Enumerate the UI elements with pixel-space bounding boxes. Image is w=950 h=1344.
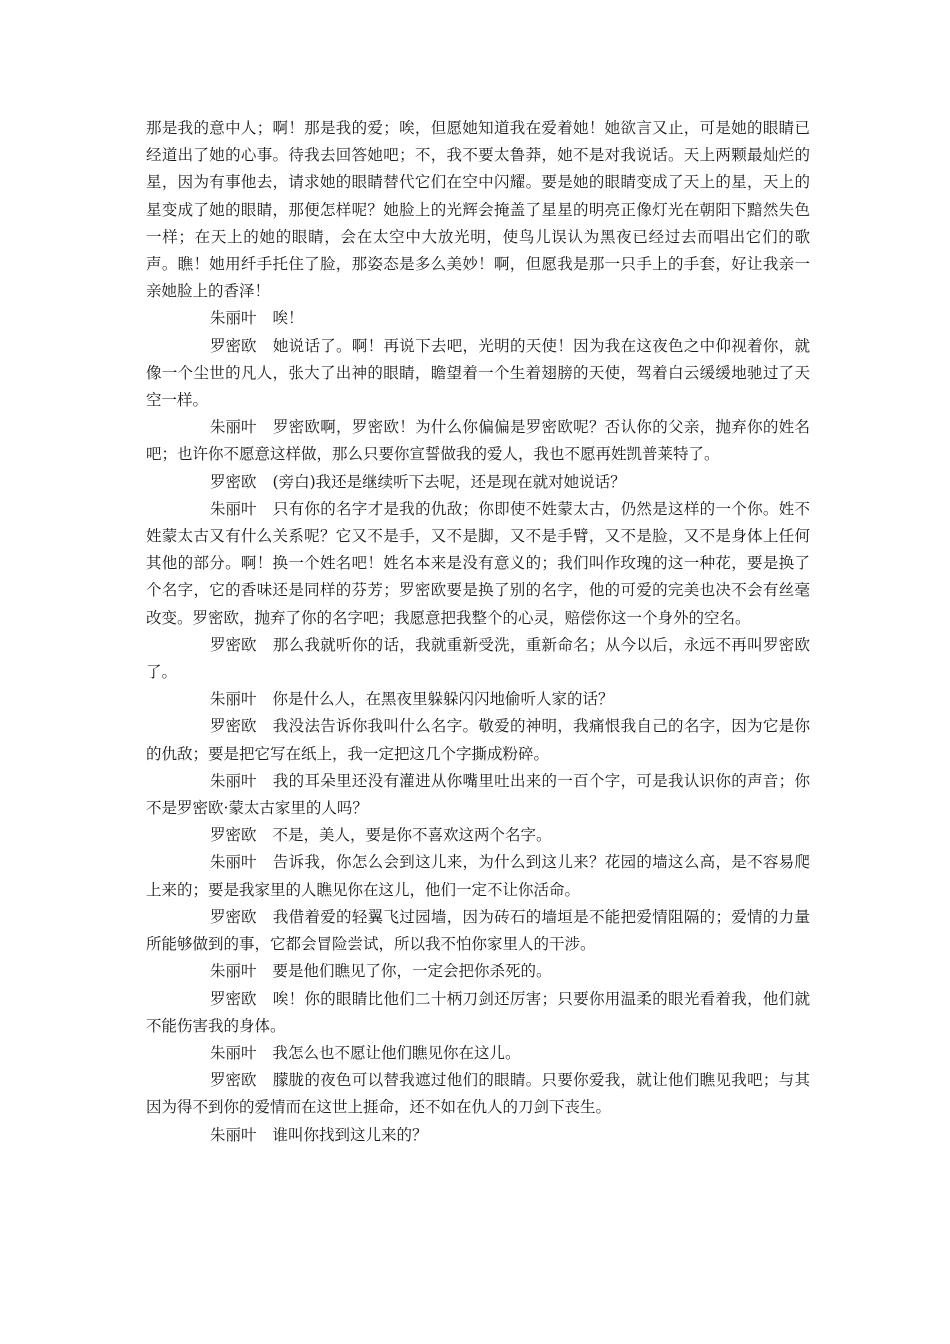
speech-text: 你是什么人，在黑夜里躲躲闪闪地偷听人家的话？ xyxy=(272,690,614,709)
speaker-name: 朱丽叶 xyxy=(210,771,257,790)
speech-text: 我怎么也不愿让他们瞧见你在这儿。 xyxy=(272,1043,521,1062)
dialogue-line xyxy=(146,849,810,903)
speech-text: 我的耳朵里还没有灌进从你嘴里吐出来的一百个字，可是我认识你的声音；你不是罗密欧·蒙太古家里的人吗？ xyxy=(146,771,810,818)
dialogue-line xyxy=(146,822,810,849)
speech-text: 朦胧的夜色可以替我遮过他们的眼睛。只要你爱我，就让他们瞧见我吧；与其因为得不到你的爱情而在这世上捱命，还不如在仇人的刀剑下丧生。 xyxy=(146,1071,810,1117)
speech-text: 只有你的名字才是我的仇敌；你即使不姓蒙太古，仍然是这样的一个你。姓不姓蒙太古又有什么关系呢？它又不是手，又不是脚，又不是手臂，又不是脸，又不是身体上任何其他的部分。啊！换一个姓名吧！姓名本来是没有意义的；我们叫作玫瑰的这一种花，要是换了个名字，它的香味还是同样的芬芳；罗密欧要是换了别的名字，他的可爱的完美也决不会有丝毫改变。罗密欧，抛弃了你的名字吧；我愿意把我整个的心灵，赔偿你这一个身外的空名。 xyxy=(146,499,810,627)
dialogue-line xyxy=(146,904,810,958)
dialogue-line xyxy=(146,414,810,468)
speaker-name: 罗密欧 xyxy=(210,635,257,654)
dialogue-line xyxy=(146,768,810,822)
speech-text: 要是他们瞧见了你，一定会把你杀死的。 xyxy=(272,962,552,981)
dialogue-line xyxy=(146,333,810,415)
document-body xyxy=(146,115,810,1149)
speech-text: 唉！你的眼睛比他们二十柄刀剑还厉害；只要你用温柔的眼光看着我，他们就不能伤害我的身体。 xyxy=(146,989,810,1035)
speaker-name: 朱丽叶 xyxy=(210,1043,257,1062)
speech-text: 唉！ xyxy=(272,309,304,328)
speaker-name: 朱丽叶 xyxy=(210,418,257,437)
dialogue-line xyxy=(146,713,810,767)
dialogue-line xyxy=(146,958,810,985)
dialogue-line xyxy=(146,1122,810,1149)
dialogue xyxy=(146,305,810,1148)
dialogue-line xyxy=(146,632,810,686)
speech-text: 我没法告诉你我叫什么名字。敬爱的神明，我痛恨我自己的名字，因为它是你的仇敌；要是把它写在纸上，我一定把这几个字撕成粉碎。 xyxy=(146,717,810,763)
speech-text: (旁白)我还是继续听下去呢，还是现在就对她说话？ xyxy=(272,472,626,491)
speech-text: 我借着爱的轻翼飞过园墙，因为砖石的墙垣是不能把爱情阻隔的；爱情的力量所能够做到的事，它都会冒险尝试，所以我不怕你家里人的干涉。 xyxy=(146,907,810,954)
speaker-name: 罗密欧 xyxy=(210,336,257,355)
speech-text: 告诉我，你怎么会到这儿来，为什么到这儿来？花园的墙这么高，是不容易爬上来的；要是我家里的人瞧见你在这儿，他们一定不让你活命。 xyxy=(146,853,810,899)
dialogue-line xyxy=(146,686,810,713)
speaker-name: 罗密欧 xyxy=(210,1071,257,1090)
speech-text: 那么我就听你的话，我就重新受洗，重新命名；从今以后，永远不再叫罗密欧了。 xyxy=(146,635,810,682)
speaker-name: 朱丽叶 xyxy=(210,499,257,518)
speaker-name: 朱丽叶 xyxy=(210,1125,257,1144)
speaker-name: 罗密欧 xyxy=(210,717,257,736)
speech-text: 谁叫你找到这儿来的？ xyxy=(272,1125,428,1144)
dialogue-line xyxy=(146,469,810,496)
dialogue-line xyxy=(146,1040,810,1067)
speaker-name: 罗密欧 xyxy=(210,989,257,1008)
speaker-name: 罗密欧 xyxy=(210,826,257,845)
speaker-name: 罗密欧 xyxy=(210,472,257,491)
speaker-name: 罗密欧 xyxy=(210,907,257,926)
speech-text: 不是，美人，要是你不喜欢这两个名字。 xyxy=(272,826,552,845)
speaker-name: 朱丽叶 xyxy=(210,309,257,328)
dialogue-line xyxy=(146,1067,810,1121)
speech-text: 她说话了。啊！再说下去吧，光明的天使！因为我在这夜色之中仰视着你，就像一个尘世的凡人，张大了出神的眼睛，瞻望着一个生着翅膀的天使，驾着白云缓缓地驰过了天空一样。 xyxy=(146,336,810,410)
speaker-name: 朱丽叶 xyxy=(210,690,257,709)
dialogue-line xyxy=(146,305,810,332)
speech-text: 罗密欧啊，罗密欧！为什么你偏偏是罗密欧呢？否认你的父亲，抛弃你的姓名吧；也许你不愿意这样做，那么只要你宣誓做我的爱人，我也不愿再姓凯普莱特了。 xyxy=(146,418,810,464)
opening-paragraph: 那是我的意中人；啊！那是我的爱；唉，但愿她知道我在爱着她！她欲言又止，可是她的眼睛已经道出了她的心事。待我去回答她吧；不，我不要太鲁莽，她不是对我说话。天上两颗最灿烂的星，因为有事他去，请求她的眼睛替代它们在空中闪耀。要是她的眼睛变成了天上的星，天上的星变成了她的眼睛，那便怎样呢？她脸上的光辉会掩盖了星星的明亮正像灯光在朝阳下黯然失色一样；在天上的她的眼睛，会在太空中大放光明，使鸟儿误认为黑夜已经过去而唱出它们的歌声。瞧！她用纤手托住了脸，那姿态是多么美妙！啊，但愿我是那一只手上的手套，好让我亲一亲她脸上的香泽！ xyxy=(146,119,810,301)
dialogue-line xyxy=(146,986,810,1040)
speaker-name: 朱丽叶 xyxy=(210,962,257,981)
dialogue-line xyxy=(146,496,810,632)
speaker-name: 朱丽叶 xyxy=(210,853,257,872)
